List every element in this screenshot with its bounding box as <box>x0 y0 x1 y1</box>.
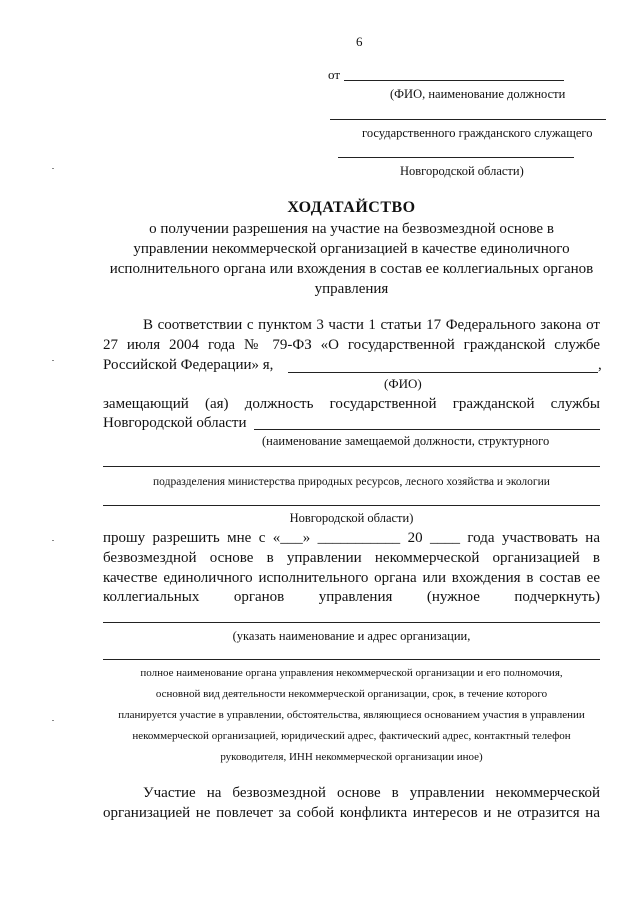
header-line-3 <box>338 157 574 158</box>
header-line-2 <box>330 119 606 120</box>
from-label: от <box>328 67 341 82</box>
request-line-4: коллегиальных органов управления (нужное подчеркнуть) <box>103 589 600 605</box>
header-caption-servant: государственного гражданского служащего <box>362 126 593 140</box>
subtitle-line-3: исполнительного органа или вхождения в состав ее коллегиальных органов <box>109 261 594 277</box>
organization-field-line <box>103 622 600 623</box>
scan-mark <box>52 360 54 361</box>
from-line <box>344 80 564 81</box>
region-label: Новгородской области <box>103 415 247 431</box>
header-caption-region: Новгородской области) <box>400 164 524 178</box>
subtitle-line-1: о получении разрешения на участие на безвозмездной основе в <box>149 221 554 237</box>
paragraph-2-line-1: Участие на безвозмездной основе в управлении некоммерческой <box>143 785 600 801</box>
paragraph-1-comma: , <box>598 357 602 373</box>
position-field-line-3 <box>103 505 600 506</box>
fio-line <box>288 372 598 373</box>
document-title: ХОДАТАЙСТВО <box>287 199 416 216</box>
header-caption-fio: (ФИО, наименование должности <box>390 87 566 101</box>
details-line-4: некоммерческой организацией, юридический адрес, фактический адрес, контактный телефон <box>132 730 571 742</box>
scan-mark <box>52 168 54 169</box>
request-line-2: безвозмездной основе в управлении некоммерческой организацией в <box>103 550 600 566</box>
scan-mark <box>52 720 54 721</box>
organization-caption: (указать наименование и адрес организации, <box>232 629 471 643</box>
paragraph-1-line-2: 27 июля 2004 года № 79-ФЗ «О государственной гражданской службе <box>103 337 600 353</box>
position-field-line-2 <box>103 466 600 467</box>
region-caption: Новгородской области) <box>289 511 414 525</box>
division-caption: подразделения министерства природных ресурсов, лесного хозяйства и экологии <box>153 476 550 488</box>
details-line-2: основной вид деятельности некоммерческой организации, срок, в течение которого <box>155 688 548 700</box>
paragraph-1-line-3: Российской Федерации» я, <box>103 357 274 373</box>
request-line-1: прошу разрешить мне с «___» ___________ 20 ____ года участвовать на <box>103 530 600 546</box>
position-caption: (наименование замещаемой должности, структурного <box>262 434 550 448</box>
request-line-3: качестве единоличного исполнительного органа или вхождения в состав ее <box>103 570 600 586</box>
page-number: 6 <box>356 34 363 49</box>
details-line-5: руководителя, ИНН некоммерческой организации иное) <box>220 751 483 763</box>
position-line: замещающий (ая) должность государственной гражданской службы <box>103 396 600 412</box>
details-line-1: полное наименование органа управления некоммерческой организации и его полномочия, <box>140 667 563 679</box>
organization-field-line-2 <box>103 659 600 660</box>
position-field-line <box>254 429 600 430</box>
subtitle-line-4: управления <box>314 281 389 297</box>
scan-mark <box>52 540 54 541</box>
fio-caption: (ФИО) <box>384 376 422 391</box>
paragraph-1-line-1: В соответствии с пунктом 3 части 1 статьи 17 Федерального закона от <box>143 317 600 333</box>
paragraph-2-line-2: организацией не повлечет за собой конфликта интересов и не отразится на <box>103 805 600 821</box>
subtitle-line-2: управлении некоммерческой организацией в качестве единоличного <box>133 241 570 257</box>
details-line-3: планируется участие в управлении, обстоятельства, являющиеся основанием участия в управлении <box>118 709 585 721</box>
